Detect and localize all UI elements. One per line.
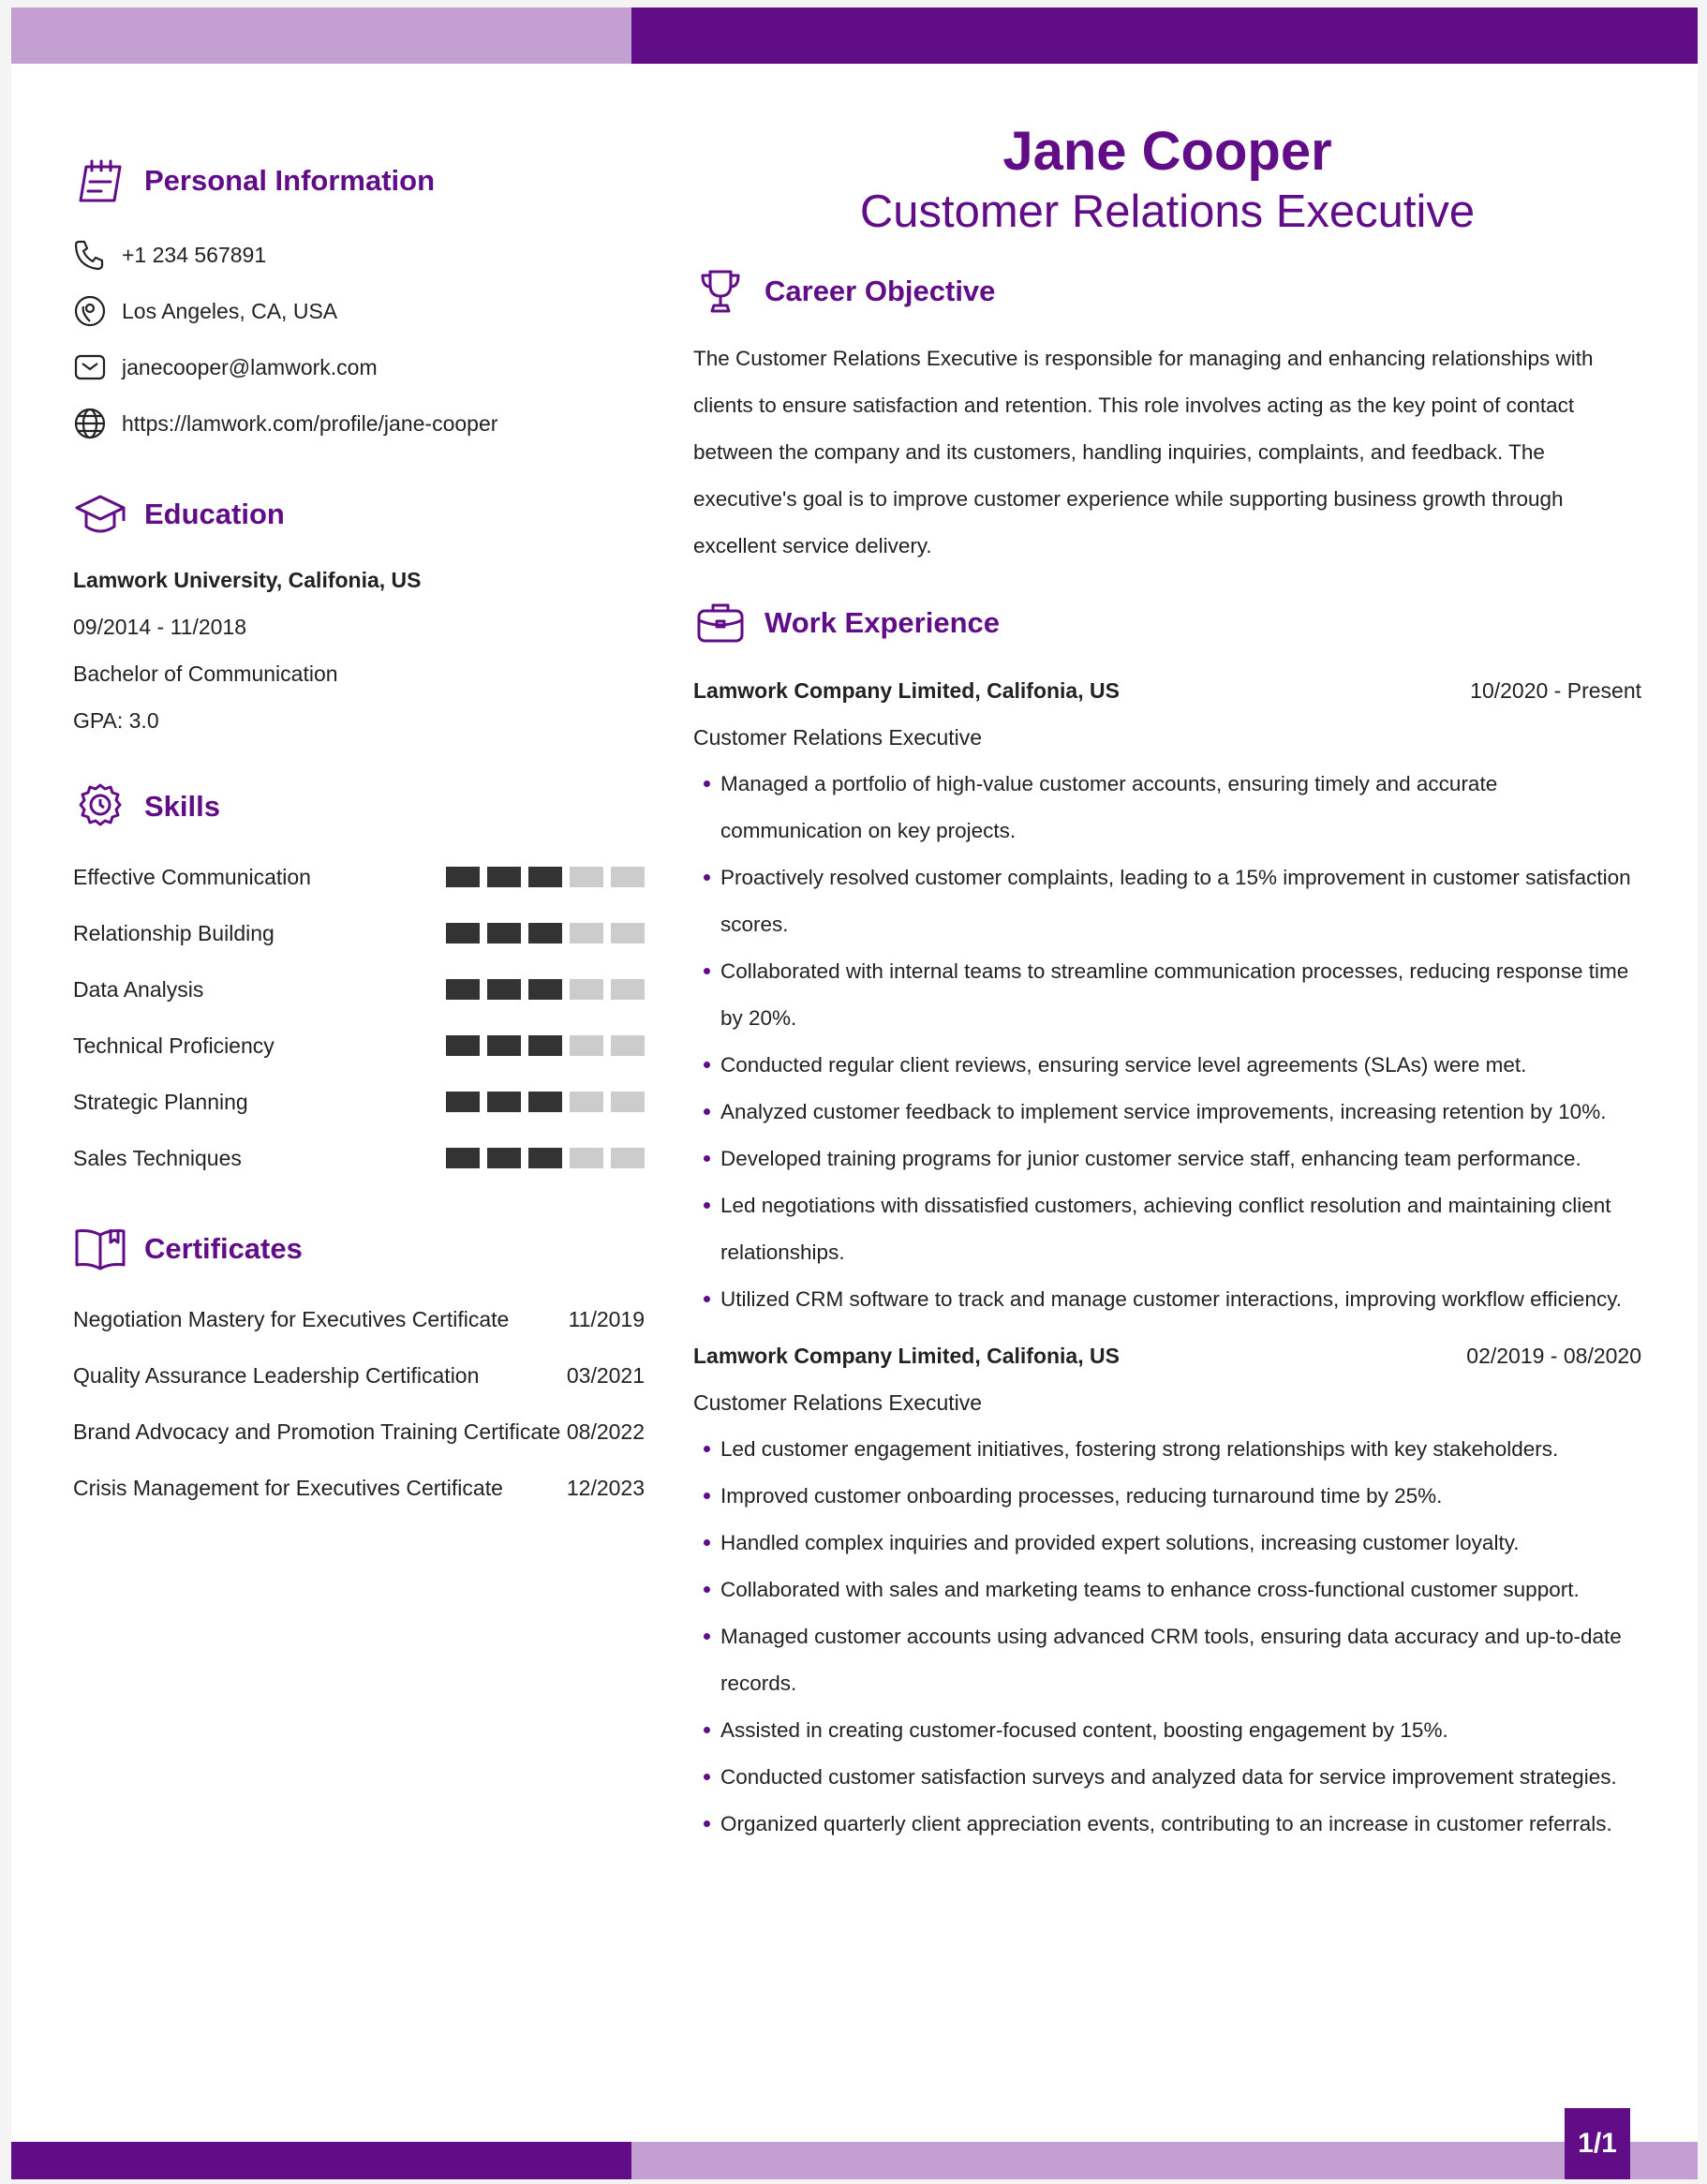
certificate-date: 08/2022 [566,1419,645,1444]
job-bullet: Analyzed customer feedback to implement service improvements, increasing retention by 10%. [720,1089,1641,1136]
certificate-row [73,1460,645,1516]
skill-row [73,961,645,1018]
skill-level-bar [446,923,645,943]
phone-icon [73,238,107,272]
job-bullet: Managed customer accounts using advanced CRM tools, ensuring data accuracy and up-to-date records. [720,1613,1641,1707]
job-company: Lamwork Company Limited, Califonia, US [693,1344,1120,1368]
education-degree: Bachelor of Communication [73,661,338,686]
gear-clock-icon [73,780,127,834]
open-book-icon [73,1222,127,1276]
email-text[interactable]: janecooper@lamwork.com [122,354,378,379]
skill-block-empty [570,1148,603,1168]
skill-block-filled [446,1092,480,1112]
skills-list [73,849,645,1186]
skill-row [73,905,645,961]
skill-block-empty [570,867,603,887]
certificate-name: Crisis Management for Executives Certificate [73,1475,503,1500]
skill-row [73,1074,645,1130]
skill-block-filled [487,1035,521,1056]
mail-icon [73,350,107,384]
skill-block-empty [570,1035,603,1056]
skill-block-empty [570,1092,603,1112]
skill-block-filled [487,979,521,1000]
skill-block-filled [528,923,562,943]
job-entry [693,1332,1641,1848]
education-section-header [73,482,645,547]
skill-name: Sales Techniques [73,1145,242,1170]
skill-name: Relationship Building [73,920,275,945]
skill-block-filled [446,923,480,943]
globe-icon [73,407,107,440]
skill-block-filled [446,1035,480,1056]
education-dates: 09/2014 - 11/2018 [73,615,247,639]
job-bullet: Organized quarterly client appreciation events, contributing to an increase in customer referrals. [720,1801,1641,1848]
job-bullet: Handled complex inquiries and provided expert solutions, increasing customer loyalty. [720,1520,1641,1567]
certificate-row [73,1291,645,1347]
skill-block-filled [528,1035,562,1056]
contact-location [73,283,645,339]
certificate-name: Negotiation Mastery for Executives Certificate [73,1306,510,1331]
job-bullet: Improved customer onboarding processes, reducing turnaround time by 25%. [720,1473,1641,1520]
job-bullet: Led customer engagement initiatives, fostering strong relationships with key stakeholders. [720,1426,1641,1473]
objective-text: The Customer Relations Executive is responsible for managing and enhancing relationships with clients to ensure satisfaction and retention. This role involves acting as the key point of contact between the company and its customers, handling inquiries, complaints, and feedback. The executive's goal is to improve customer experience while supporting business growth through excellent service delivery. [693,347,1594,557]
top-bar-light [11,7,631,64]
bottom-bar-light [631,2142,1698,2179]
contact-phone [73,227,645,283]
skill-block-filled [446,979,480,1000]
personal-section-header [73,148,645,214]
job-bullet: Developed training programs for junior customer service staff, enhancing team performance. [720,1136,1641,1182]
education-heading: Education [144,498,285,530]
skill-block-empty [611,979,645,1000]
skill-level-bar [446,1148,645,1168]
skill-block-filled [446,867,480,887]
job-header [693,667,1641,714]
skills-heading: Skills [144,790,220,823]
job-bullet: Conducted customer satisfaction surveys and analyzed data for service improvement strategies. [720,1754,1641,1801]
right-column [693,120,1641,1848]
objective-heading: Career Objective [764,275,996,307]
certificate-date: 03/2021 [566,1362,645,1388]
website-link[interactable]: https://lamwork.com/profile/jane-cooper [122,410,498,436]
job-bullets [720,1426,1641,1848]
personal-info-icon [73,154,127,208]
skill-block-empty [611,1148,645,1168]
certificate-date: 11/2019 [568,1306,645,1331]
certificates-section-header [73,1216,645,1282]
job-bullet: Collaborated with internal teams to streamline communication processes, reducing response time by 20%. [720,948,1641,1042]
skill-block-empty [611,867,645,887]
education-school: Lamwork University, Califonia, US [73,568,422,592]
skill-block-empty [570,923,603,943]
skill-level-bar [446,867,645,887]
skill-block-filled [528,979,562,1000]
skill-block-filled [446,1148,480,1168]
briefcase-icon [693,596,748,650]
job-dates: 10/2020 - Present [1470,678,1641,703]
skill-block-filled [487,867,521,887]
certificate-row [73,1404,645,1460]
page-indicator: 1/1 [1565,2108,1630,2179]
location-text: Los Angeles, CA, USA [122,298,338,323]
job-position: Customer Relations Executive [693,1390,983,1415]
candidate-title: Customer Relations Executive [859,186,1476,237]
skill-block-filled [528,1092,562,1112]
skill-level-bar [446,1092,645,1112]
job-header [693,1332,1641,1379]
skill-level-bar [446,1035,645,1056]
skill-block-filled [487,1148,521,1168]
objective-section-header [693,259,1641,324]
skill-block-filled [487,923,521,943]
job-company: Lamwork Company Limited, Califonia, US [693,678,1120,703]
skill-row [73,849,645,905]
job-bullets [720,761,1641,1323]
location-pin-icon [73,294,107,328]
skill-block-empty [611,1092,645,1112]
skill-level-bar [446,979,645,1000]
contact-email [73,339,645,395]
skill-block-filled [528,1148,562,1168]
job-position: Customer Relations Executive [693,725,983,750]
graduation-cap-icon [73,487,127,542]
job-bullet: Assisted in creating customer-focused content, boosting engagement by 15%. [720,1707,1641,1754]
job-entry [693,667,1641,1323]
candidate-name: Jane Cooper [1002,121,1332,182]
skill-name: Data Analysis [73,976,204,1002]
contact-website [73,395,645,452]
phone-text: +1 234 567891 [122,242,267,267]
skill-row [73,1018,645,1074]
skill-block-filled [528,867,562,887]
job-bullet: Managed a portfolio of high-value customer accounts, ensuring timely and accurate communication on key projects. [720,761,1641,854]
job-bullet: Led negotiations with dissatisfied customers, achieving conflict resolution and maintaining client relationships. [720,1182,1641,1276]
skill-block-filled [487,1092,521,1112]
certificate-name: Brand Advocacy and Promotion Training Certificate [73,1419,561,1444]
skill-name: Strategic Planning [73,1089,248,1114]
skill-block-empty [611,1035,645,1056]
skill-name: Technical Proficiency [73,1033,275,1058]
job-bullet: Collaborated with sales and marketing teams to enhance cross-functional customer support. [720,1567,1641,1613]
job-dates: 02/2019 - 08/2020 [1466,1344,1641,1368]
job-bullet: Proactively resolved customer complaints, leading to a 15% improvement in customer satisfaction scores. [720,854,1641,948]
personal-heading: Personal Information [144,164,436,197]
trophy-icon [693,264,748,319]
top-bar-dark [631,7,1698,64]
resume-page [11,7,1698,2179]
experience-heading: Work Experience [764,606,1000,639]
job-bullet: Conducted regular client reviews, ensuring service level agreements (SLAs) were met. [720,1042,1641,1089]
skill-block-empty [611,923,645,943]
education-gpa: GPA: 3.0 [73,708,159,733]
experience-section-header [693,590,1641,656]
certificate-row [73,1347,645,1404]
job-bullet: Utilized CRM software to track and manage customer interactions, improving workflow efficiency. [720,1276,1641,1323]
skill-name: Effective Communication [73,864,311,889]
certificate-name: Quality Assurance Leadership Certification [73,1362,480,1388]
bottom-bar-dark [11,2142,631,2179]
skill-row [73,1130,645,1186]
skills-section-header [73,774,645,839]
skill-block-empty [570,979,603,1000]
certificates-heading: Certificates [144,1232,303,1265]
left-column [73,148,645,1516]
certificate-date: 12/2023 [566,1475,645,1500]
